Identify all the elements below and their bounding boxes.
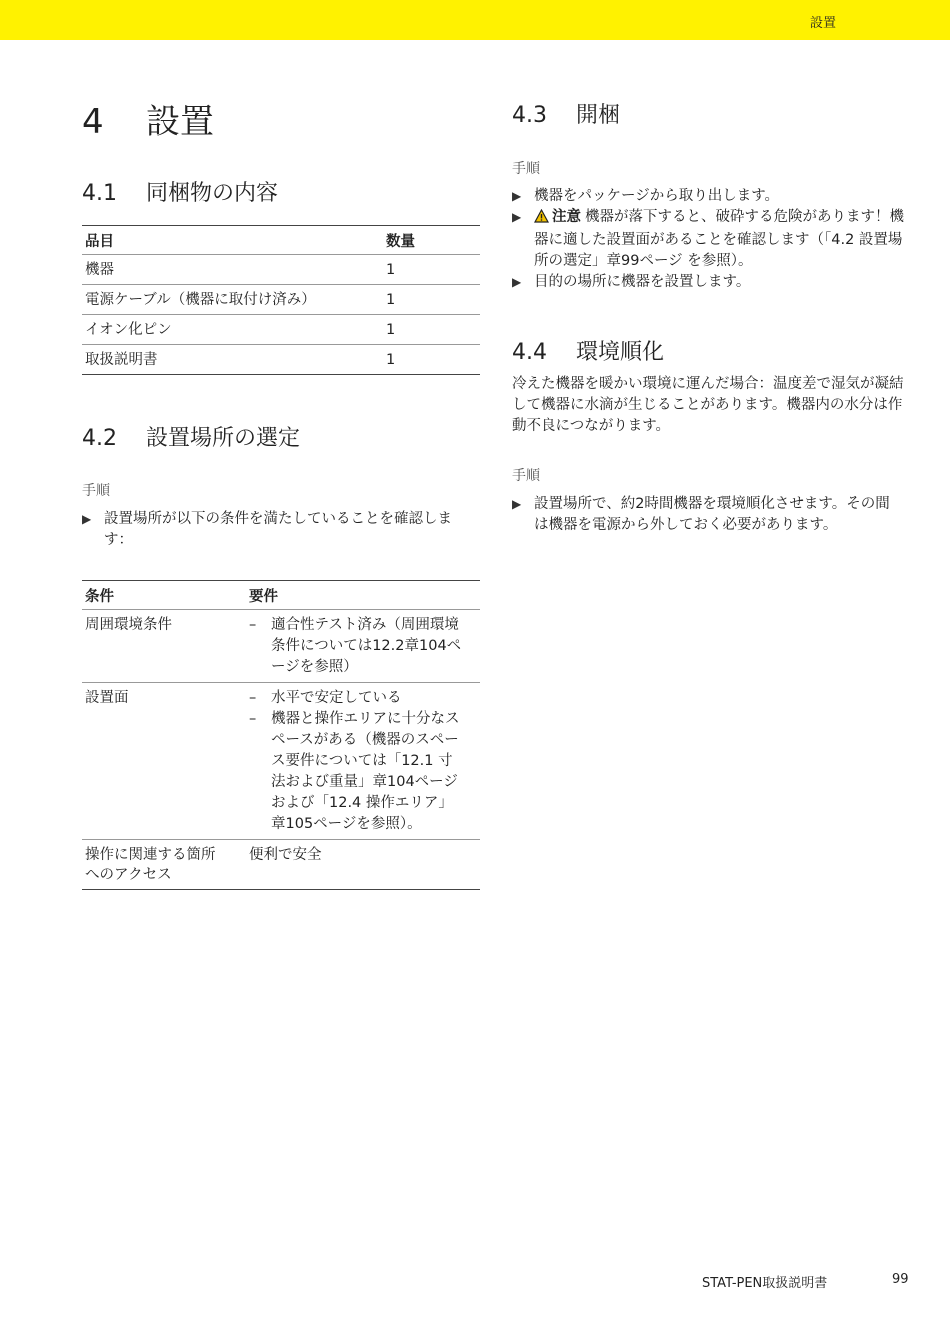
requirement-text: 機器と操作エリアに十分なスペースがある（機器のスペース要件については「12.1 寸法および重量」章104ページおよび「12.4 操作エリア」章105ページを参照）。 xyxy=(271,711,460,832)
header-section-title: 設置 xyxy=(809,16,836,31)
requirement-item: – 機器と操作エリアに十分なスペースがある（機器のスペース要件については「12.1 寸法および重量」章104ページおよび「12.4 操作エリア」章105ページを参照）。 xyxy=(249,711,460,832)
section-4-3-heading xyxy=(512,98,620,129)
requirement-text: 適合性テスト済み（周囲環境条件については12.2章104ページを参照） xyxy=(271,617,462,675)
procedure-step xyxy=(512,272,910,293)
body-paragraph: 冷えた機器を暖かい環境に運んだ場合：温度差で湿気が凝結して機器に水滴が生じることがあります。機器内の水分は作動不良につながります。 xyxy=(512,376,904,434)
table-row xyxy=(82,610,480,683)
procedure-label: 手順 xyxy=(82,483,110,499)
step-text: 設置場所で、約2時間機器を環境順化させます。その間は機器を電源から外しておく必要があります。 xyxy=(534,496,890,533)
table-row xyxy=(82,345,480,375)
table-row xyxy=(82,255,480,285)
table-header-row xyxy=(82,581,480,610)
chapter-title: 設置 xyxy=(146,102,214,142)
section-4-2-heading xyxy=(82,421,300,452)
requirement-text: 水平で安定している xyxy=(271,690,402,706)
footer-document-title: STAT-PEN取扱説明書 xyxy=(702,1276,828,1291)
step-text: 目的の場所に機器を設置します。 xyxy=(534,274,751,290)
table-row xyxy=(82,840,480,890)
procedure-label: 手順 xyxy=(512,468,540,484)
warning-triangle-icon xyxy=(534,209,549,230)
warning-label: 注意 xyxy=(552,209,581,225)
chapter-number: 4 xyxy=(82,102,104,142)
procedure-step xyxy=(512,494,904,536)
cell-condition: 操作に関連する箇所へのアクセス xyxy=(82,840,246,890)
page-number: 99 xyxy=(892,1272,909,1287)
cell-qty: 1 xyxy=(383,345,480,375)
contents-table xyxy=(82,225,480,375)
procedure-step xyxy=(512,186,910,207)
table-row xyxy=(82,285,480,315)
column-header-requirement: 要件 xyxy=(246,581,480,610)
requirement-item: – 水平で安定している xyxy=(249,690,402,706)
triangle-right-icon: ▶ xyxy=(512,275,522,289)
cell-requirements xyxy=(246,610,480,683)
section-title: 開梱 xyxy=(576,103,621,128)
column-header-condition: 条件 xyxy=(82,581,246,610)
procedure-label: 手順 xyxy=(512,161,540,177)
cell-requirements xyxy=(246,683,480,840)
cell-requirements: 便利で安全 xyxy=(246,840,480,890)
cell-item: イオン化ピン xyxy=(82,315,383,345)
cell-item: 機器 xyxy=(82,255,383,285)
table-header-row xyxy=(82,226,480,255)
step-text: 設置場所が以下の条件を満たしていることを確認します： xyxy=(104,511,452,548)
cell-qty: 1 xyxy=(383,285,480,315)
requirement-list xyxy=(249,688,477,835)
procedure-step xyxy=(82,509,462,551)
triangle-right-icon: ▶ xyxy=(512,210,522,224)
column-header-qty: 数量 xyxy=(383,226,480,255)
requirement-item: – 適合性テスト済み（周囲環境条件については12.2章104ページを参照） xyxy=(249,617,462,675)
section-title: 環境順化 xyxy=(576,340,665,365)
section-4-1-heading xyxy=(82,176,278,207)
cell-item: 電源ケーブル（機器に取付け済み） xyxy=(82,285,383,315)
triangle-right-icon: ▶ xyxy=(512,497,522,511)
triangle-right-icon: ▶ xyxy=(512,189,522,203)
table-row xyxy=(82,315,480,345)
column-header-item: 品目 xyxy=(82,226,383,255)
procedure-step xyxy=(512,207,910,272)
step-text: 機器が落下すると、破砕する危険があります！機器に適した設置面があることを確認します（「4.2 設置場所の選定」章99ページ を参照）。 xyxy=(534,209,904,269)
cell-condition: 周囲環境条件 xyxy=(82,610,246,683)
procedure-steps xyxy=(512,494,904,536)
section-number: 4.1 xyxy=(82,181,117,206)
section-4-4-heading xyxy=(512,335,664,366)
section-number: 4.4 xyxy=(512,340,547,365)
conditions-table xyxy=(82,580,480,890)
section-title: 設置場所の選定 xyxy=(146,426,301,451)
procedure-steps xyxy=(512,186,910,293)
section-number: 4.3 xyxy=(512,103,547,128)
cell-item: 取扱説明書 xyxy=(82,345,383,375)
requirement-list xyxy=(249,615,477,678)
section-number: 4.2 xyxy=(82,426,117,451)
chapter-heading xyxy=(82,94,214,143)
triangle-right-icon: ▶ xyxy=(82,512,92,526)
section-title: 同梱物の内容 xyxy=(146,181,279,206)
cell-qty: 1 xyxy=(383,315,480,345)
table-row xyxy=(82,683,480,840)
cell-qty: 1 xyxy=(383,255,480,285)
procedure-steps xyxy=(82,509,462,551)
cell-condition: 設置面 xyxy=(82,683,246,840)
header-bar xyxy=(0,0,950,40)
step-text: 機器をパッケージから取り出します。 xyxy=(534,188,780,204)
